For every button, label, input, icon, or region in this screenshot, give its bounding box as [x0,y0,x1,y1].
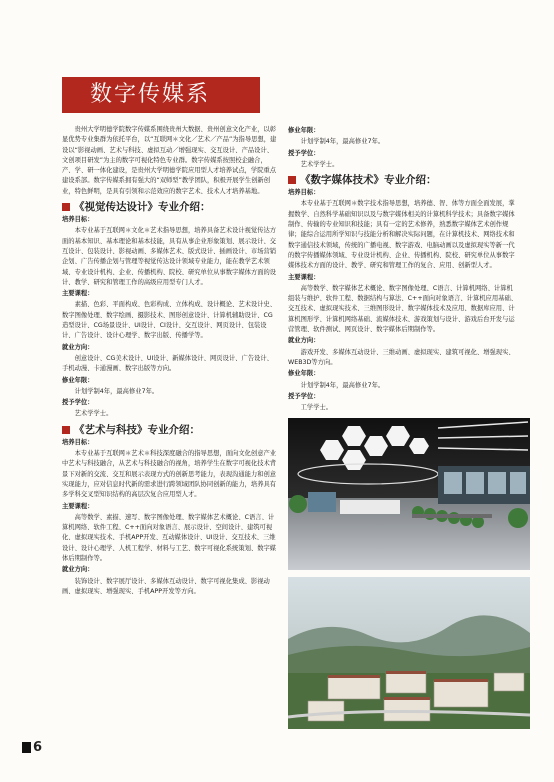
jobs-text: 创意设计、CG美术设计、UI设计、新媒体设计、网页设计、广告设计、手机动漫、卡通漫画、数字出版等方向。 [62,354,273,373]
training-text: 本专业基于互联网＊艺术＊科技深度融合的指导思想，面向文化创意产业中艺术与科技融合，从艺术与科技融合的视角，培养学生在数字可视化技术背景下对新的交流、交互和展示表现方式的创新思考能力，表现沟通能力和创意实现能力，应对信息时代新的需求进行跨领域团队协同创新的能力，培养具有多学科交叉型知识结构的高层次复合应用型人才。 [62,450,277,499]
degree-label: 授予学位： [288,149,320,157]
left-column [62,125,278,598]
section-title-art-tech [62,423,278,437]
degree-text: 工学学士。 [300,404,333,412]
courses-label: 主要课程： [288,273,320,281]
page-number [22,740,42,755]
courses-text: 高等数学、素描、速写、数字图像处理、数字媒体艺术概论、C语言、计算机网络、软件工程、C++面向对象语言、展示设计、空间设计、建筑可视化、虚拟现实技术、手机APP开发、互动媒体设计、UI设计、交互技术、三维设计、设计心理学、人机工程学、材料与工艺、数字可视化系统策划、数字媒体后期制作等。 [62,513,277,562]
training-label: 培养目标： [288,189,320,197]
photo-campus-aerial-view [288,577,530,729]
section-title-text: 《数字媒体技术》专业介绍： [300,174,437,187]
page-number-text: 6 [33,740,43,755]
training-label: 培养目标： [62,216,94,224]
red-square-icon [288,176,296,184]
jobs-label: 就业方向： [62,566,94,574]
jobs-label: 就业方向： [62,343,94,351]
degree-label: 授予学位： [288,392,320,400]
degree-text: 艺术学学士。 [74,410,113,418]
courses-text: 素描、色彩、平面构成、色彩构成、立体构成、设计概论、艺术设计史、数字图像处理、数字绘画、摄影技术、图形创意设计、计算机辅助设计、CG造型设计、CG场景设计、UI设计、CI设计、交互设计、网页设计、包装设计、广告设计、设计心理学、数字出版、传播学等。 [62,301,277,340]
red-square-icon [62,426,70,434]
courses-text: 高等数学、数字媒体艺术概论、数字图像处理、C语言、计算机网络、计算机组装与维护、软件工程、数据结构与算法、C++面向对象语言、计算机应用基础、交互技术、虚拟现实技术、三维图形设计、数字媒体技术及应用、数据库应用、计算机图形学、计算机网络基础、流媒体技术、游戏策划与设计、游戏后台开发与运营管理、软件测试、网页设计、数字媒体后期制作等。 [288,284,518,334]
years-label: 修业年限： [288,370,320,378]
training-text: 本专业基于互联网＊数字技术指导思想，培养德、智、体等方面全面发展，掌握数学、自然科学基础知识以及与数字媒体相关的计算机科学技术；具备数字媒体制作、传输的专业知识和技能；具有一定的艺术修养，熟悉数字媒体艺术创作规律；能综合运用所学知识与技能分析和解决实际问题，在计算机技术、网络技术和数字通信技术领域，传统的广播电视、数字游戏、电脑动画以及虚拟现实等新一代的数字传播媒体领域、专业设计机构、企业、传播机构、院校、研究单位从事数字媒体技术方面的设计、教学、研究和管理工作的复合、应用、创新型人才。 [288,200,515,270]
training-label: 培养目标： [62,438,94,446]
training-text: 本专业基于互联网＊文化＊艺术指导思想，培养具备艺术设计视觉传达方面的基本知识、基本理论和基本技能，具有从事企业形象策划、展示设计、交互设计、包装设计、影视动画、多媒体艺术、版式设计、插画设计、市场营销企划、广告传播企划与管理等视觉传达设计领域专业能力，能在教学艺术领域、专业设计机构、企业、传播机构、院校、研究单位从事数字媒体方面的设计、教学、研究和管理工作的高级应用型专门人才。 [62,227,277,286]
courses-label: 主要课程： [62,290,94,298]
section-title-text: 《艺术与科技》专业介绍： [74,423,200,436]
intro-paragraph: 贵州大学明德学院数字传媒系围绕贵州大数据、贵州创意文化产业，以彰显优势专业集群为依托平台，以“互联网＊文化／艺术／产品”为指导思想，建设以“影视动画、艺术与科技、虚拟互动／增强现实、交互设计、产品设计、文创项目研发”为主的数字可视化特色专业群。数字传媒系按照校企融合，产、学、研一体化建设，是贵州大学明德学院应用型人才培养试点，学院重点建设系部。数字传媒系拥有强大的“双师型”教学团队，积极开展学生创新创业，特色鲜明，是具有引领和示范效应的数字艺术、技术人才培养基地。 [62,126,277,195]
jobs-text: 装饰设计、数字展厅设计、多媒体互动设计、数字可视化集成、影视动画、虚拟现实、增强现实、手机APP开发等方向。 [62,577,270,595]
section-title-visual-design [62,200,278,214]
interior-photo-graphic [288,418,530,570]
jobs-text: 游戏开发、多媒体互动设计、三维动画、虚拟现实、建筑可视化、增强现实、WEB3D等方向。 [288,348,515,366]
campus-photo-graphic [288,577,530,729]
page-title: 数字传媒系 [62,77,260,113]
black-square-icon [22,742,31,753]
red-square-icon [62,203,70,211]
courses-label: 主要课程： [62,502,94,510]
photo-interior-exhibition-hall [288,418,530,570]
degree-text: 艺术学学士。 [300,160,339,168]
years-label: 修业年限： [62,376,94,384]
degree-label: 授予学位： [62,399,94,407]
right-column [288,125,518,414]
years-text: 计划学制4年，最高修业7年。 [300,381,385,389]
years-label: 修业年限： [288,127,320,134]
years-text: 计划学制4年，最高修业7年。 [74,387,159,395]
section-title-text: 《视觉传达设计》专业介绍： [74,201,211,214]
jobs-label: 就业方向： [288,337,320,345]
section-title-digital-media-tech [288,173,518,187]
years-text: 计划学制4年，最高修业7年。 [300,138,385,146]
